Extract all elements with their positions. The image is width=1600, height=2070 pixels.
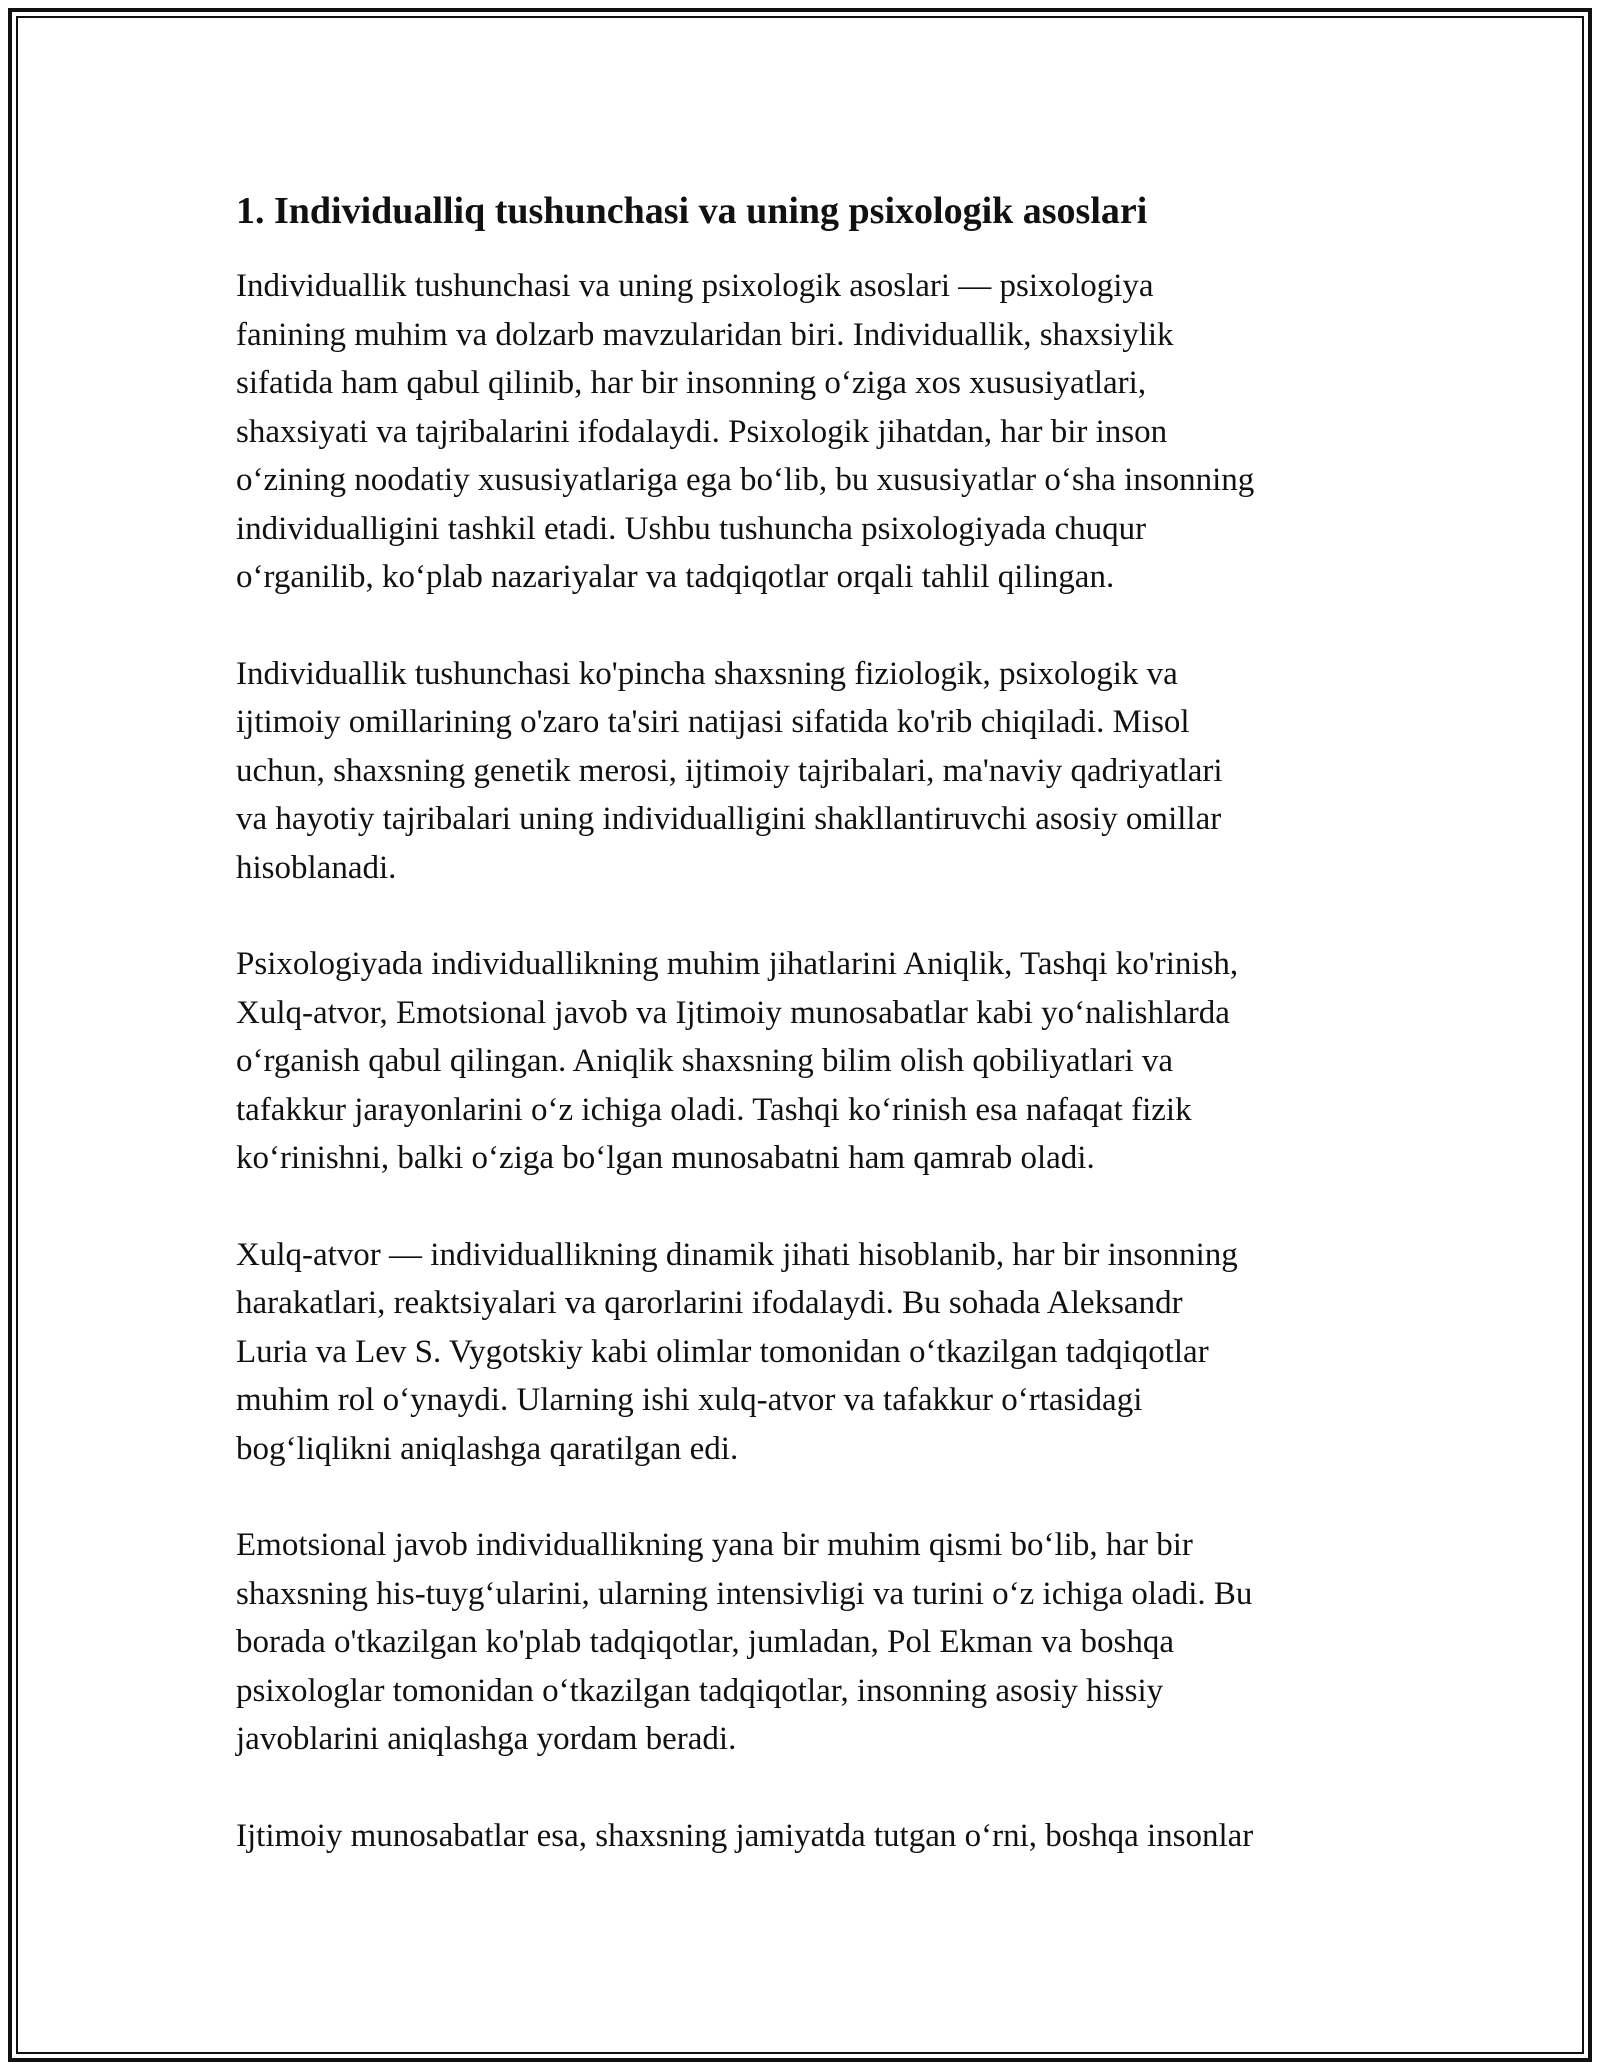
document-body bbox=[236, 186, 1376, 1908]
paragraph-emotion: Emotsional javob individuallikning yana bir muhim qismi boʻlib, har bir shaxsning his-tuygʻularini, ularning intensivligi va turini oʻz ichiga oladi. Bu borada o'tkazilgan ko'plab tadqiqotlar, jumladan, Pol Ekman va boshqa psixologlar tomonidan oʻtkazilgan tadqiqotlar, insonning asosiy hissiy javoblarini aniqlashga yordam beradi. bbox=[236, 1527, 1253, 1757]
paragraph-behavior: Xulq-atvor — individuallikning dinamik jihati hisoblanib, har bir insonning harakatlari, reaktsiyalari va qarorlarini ifodalaydi. Bu sohada Aleksandr Luria va Lev S. Vygotskiy kabi olimlar tomonidan oʻtkazilgan tadqiqotlar muhim rol oʻynaydi. Ularning ishi xulq-atvor va tafakkur oʻrtasidagi bogʻliqlikni aniqlashga qaratilgan edi. bbox=[236, 1236, 1238, 1467]
section-heading: 1. Individualliq tushunchasi va uning psixologik asoslari bbox=[236, 190, 1148, 232]
paragraph-factors: Individuallik tushunchasi ko'pincha shaxsning fiziologik, psixologik va ijtimoiy omillarining o'zaro ta'siri natijasi sifatida ko'rib chiqiladi. Misol uchun, shaxsning genetik merosi, ijtimoiy tajribalari, ma'naviy qadriyatlari va hayotiy tajribalari uning individualligini shakllantiruvchi asosiy omillar hisoblanadi. bbox=[236, 655, 1223, 886]
paragraph-social: Ijtimoiy munosabatlar esa, shaxsning jamiyatda tutgan oʻrni, boshqa insonlar bbox=[236, 1817, 1254, 1854]
paragraph-aspects: Psixologiyada individuallikning muhim jihatlarini Aniqlik, Tashqi ko'rinish, Xulq-atvor, Emotsional javob va Ijtimoiy munosabatlar kabi yoʻnalishlarda oʻrganish qabul qilingan. Aniqlik shaxsning bilim olish qobiliyatlari va tafakkur jarayonlarini oʻz ichiga oladi. Tashqi koʻrinish esa nafaqat fizik koʻrinishni, balki oʻziga boʻlgan munosabatni ham qamrab oladi. bbox=[236, 946, 1239, 1176]
paragraph-intro: Individuallik tushunchasi va uning psixologik asoslari — psixologiya fanining muhim va dolzarb mavzularidan biri. Individuallik, shaxsiylik sifatida ham qabul qilinib, har bir insonning oʻziga xos xususiyatlari, shaxsiyati va tajribalarini ifodalaydi. Psixologik jihatdan, har bir inson oʻzining noodatiy xususiyatlariga ega boʻlib, bu xususiyatlar oʻsha insonning individualligini tashkil etadi. Ushbu tushuncha psixologiyada chuqur oʻrganilib, koʻplab nazariyalar va tadqiqotlar orqali tahlil qilingan. bbox=[236, 268, 1255, 595]
